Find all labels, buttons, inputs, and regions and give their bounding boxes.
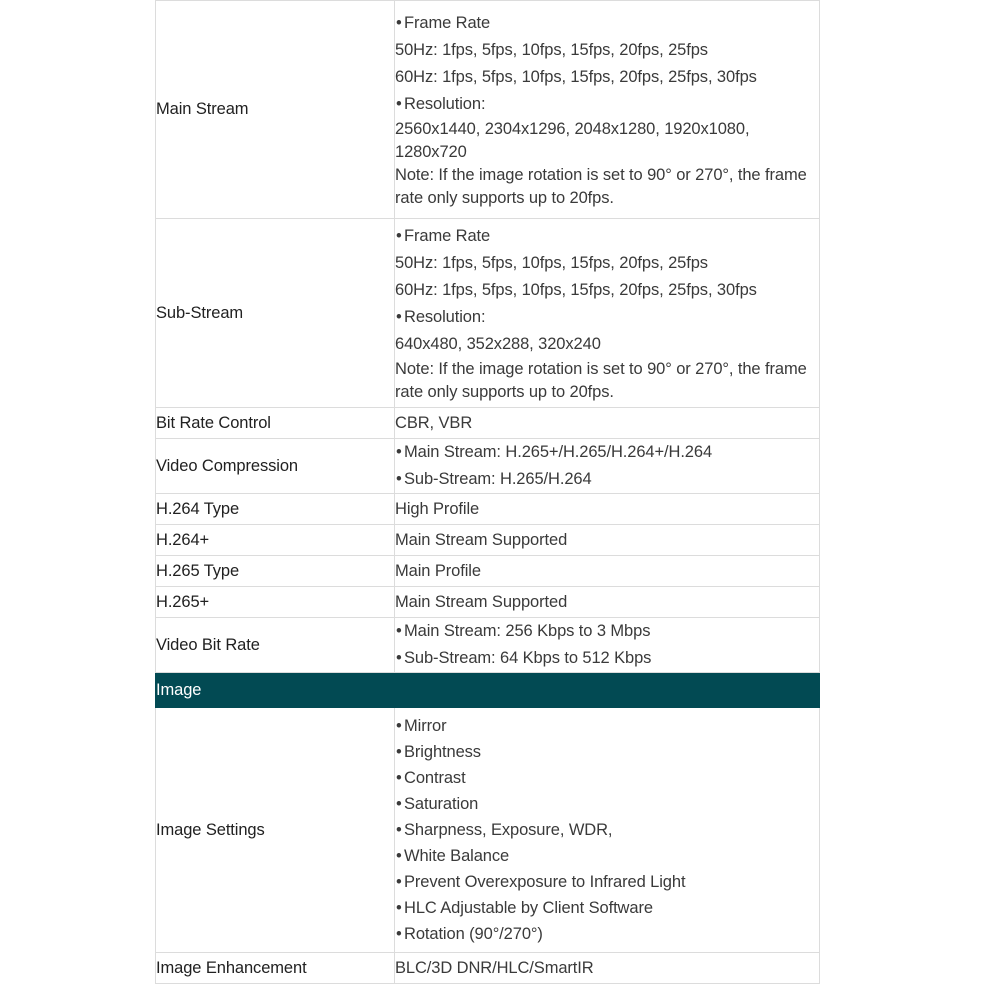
table-row (156, 1, 820, 219)
spec-label-cell: H.265+ (156, 587, 395, 618)
table-row (156, 525, 820, 556)
spec-value-bullet-line: • Contrast (395, 765, 819, 791)
spec-value-cell (395, 708, 820, 953)
spec-label-cell: H.265 Type (156, 556, 395, 587)
spec-label-cell: Image Settings (156, 708, 395, 953)
spec-value-line: 640x480, 352x288, 320x240 (395, 334, 601, 353)
spec-value-cell (395, 439, 820, 494)
spec-value-cell (395, 556, 820, 587)
spec-value-bullet-line: • White Balance (395, 843, 819, 869)
spec-label-cell: Video Bit Rate (156, 618, 395, 673)
spec-value-bullet-line: • Resolution: (395, 304, 819, 331)
spec-value-line: Main Stream Supported (395, 530, 568, 549)
spec-value-line: 60Hz: 1fps, 5fps, 10fps, 15fps, 20fps, 25fps, 30fps (395, 67, 757, 86)
table-row (156, 953, 820, 984)
spec-value-cell (395, 525, 820, 556)
spec-value-bullet-line: • Resolution: (395, 91, 819, 118)
spec-value-bullet-line: • Mirror (395, 713, 819, 739)
spec-value-cell (395, 1, 820, 219)
spec-value-bullet-line: • Prevent Overexposure to Infrared Light (395, 869, 819, 895)
spec-label-cell: H.264 Type (156, 494, 395, 525)
spec-value-line: High Profile (395, 499, 480, 518)
spec-value-bullet-line: • HLC Adjustable by Client Software (395, 895, 819, 921)
table-row (156, 439, 820, 494)
spec-value-bullet-line: • Saturation (395, 791, 819, 817)
spec-label-cell: Video Compression (156, 439, 395, 494)
spec-value-cell (395, 587, 820, 618)
section-header-row (156, 673, 820, 708)
spec-label-cell: Image Enhancement (156, 953, 395, 984)
specification-table-body (156, 1, 820, 984)
spec-value-bullet-line: • Main Stream: 256 Kbps to 3 Mbps (395, 618, 819, 645)
table-row (156, 708, 820, 953)
spec-value-cell (395, 219, 820, 408)
spec-label-cell: H.264+ (156, 525, 395, 556)
spec-value-cell (395, 953, 820, 984)
spec-value-bullet-line: • Sub-Stream: 64 Kbps to 512 Kbps (395, 645, 819, 672)
spec-value-bullet-line: • Frame Rate (395, 10, 819, 37)
spec-value-line: 2560x1440, 2304x1296, 2048x1280, 1920x1080, 1280x720 (395, 119, 750, 161)
table-row (156, 618, 820, 673)
table-row (156, 494, 820, 525)
spec-value-line: Note: If the image rotation is set to 90° or 270°, the frame rate only supports up to 20fps. (395, 359, 807, 401)
spec-value-line: CBR, VBR (395, 413, 473, 432)
spec-value-cell (395, 618, 820, 673)
specification-sheet (155, 0, 819, 984)
spec-value-bullet-line: • Frame Rate (395, 223, 819, 250)
spec-value-line: BLC/3D DNR/HLC/SmartIR (395, 958, 594, 977)
spec-value-cell (395, 408, 820, 439)
spec-value-bullet-line: • Main Stream: H.265+/H.265/H.264+/H.264 (395, 439, 819, 466)
spec-label-cell: Main Stream (156, 1, 395, 219)
table-row (156, 587, 820, 618)
section-header-label: Image (156, 673, 820, 708)
spec-value-bullet-line: • Sharpness, Exposure, WDR, (395, 817, 819, 843)
spec-value-bullet-line: • Rotation (90°/270°) (395, 921, 819, 947)
spec-value-cell (395, 494, 820, 525)
spec-value-bullet-line: • Brightness (395, 739, 819, 765)
spec-label-cell: Sub-Stream (156, 219, 395, 408)
spec-value-line: 50Hz: 1fps, 5fps, 10fps, 15fps, 20fps, 25fps (395, 40, 708, 59)
spec-value-line: 60Hz: 1fps, 5fps, 10fps, 15fps, 20fps, 25fps, 30fps (395, 280, 757, 299)
table-row (156, 408, 820, 439)
spec-value-line: 50Hz: 1fps, 5fps, 10fps, 15fps, 20fps, 25fps (395, 253, 708, 272)
table-row (156, 219, 820, 408)
table-row (156, 556, 820, 587)
spec-value-line: Main Profile (395, 561, 481, 580)
spec-value-bullet-line: • Sub-Stream: H.265/H.264 (395, 466, 819, 493)
spec-value-line: Note: If the image rotation is set to 90° or 270°, the frame rate only supports up to 20fps. (395, 165, 807, 207)
spec-label-cell: Bit Rate Control (156, 408, 395, 439)
spec-value-line: Main Stream Supported (395, 592, 568, 611)
specification-table (155, 0, 820, 984)
